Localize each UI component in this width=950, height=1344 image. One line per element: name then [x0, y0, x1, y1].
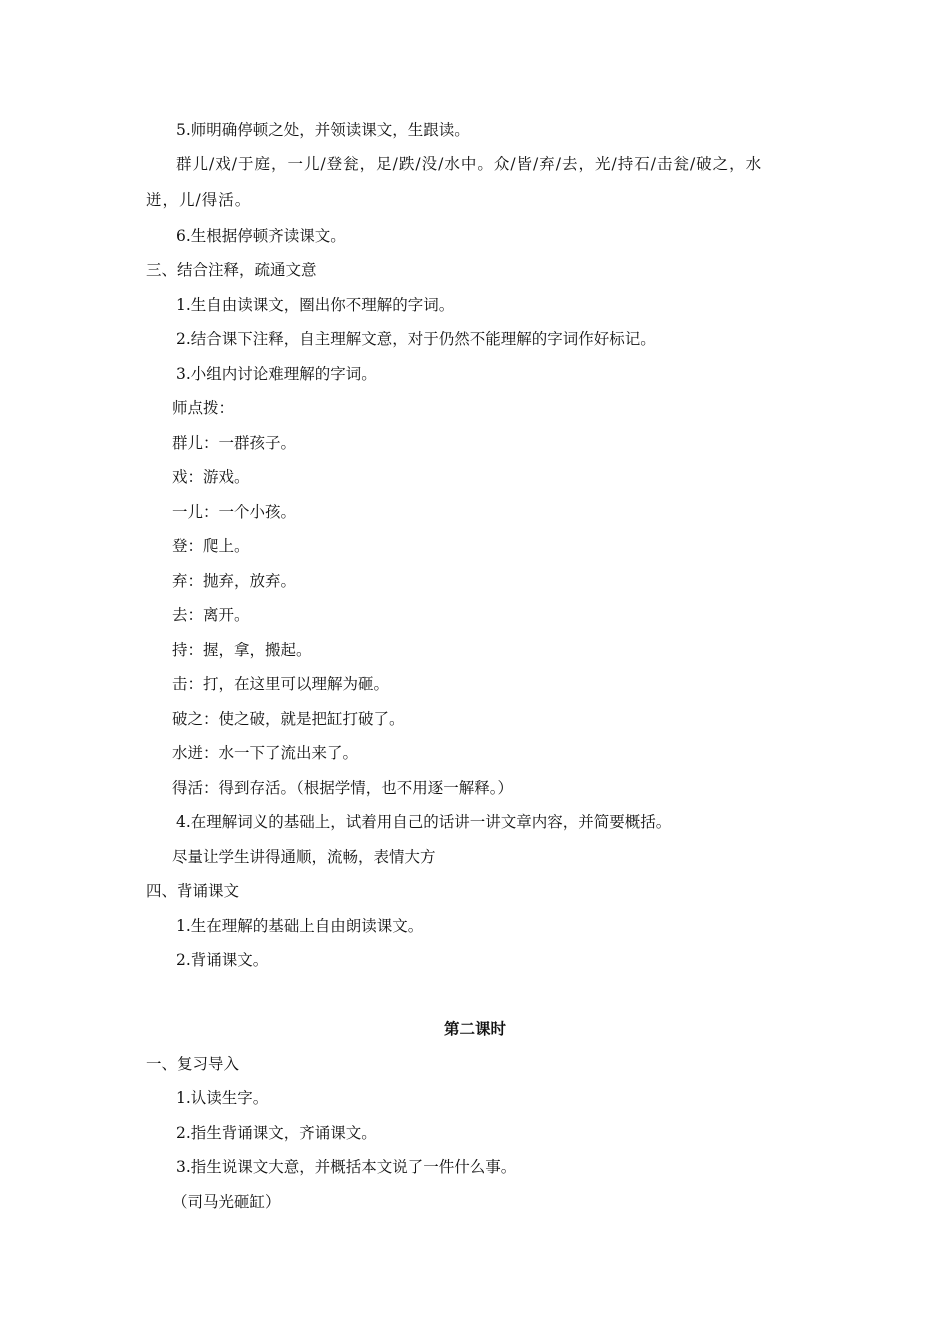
section-3-item-1: 1.生自由读课文，圈出你不理解的字词。	[176, 296, 455, 314]
lesson-2-answer: （司马光砸缸）	[172, 1193, 281, 1211]
section-4-item-1: 1.生在理解的基础上自由朗读课文。	[176, 917, 424, 935]
pause-text-line-2: 迸，儿/得活。	[146, 191, 252, 209]
section-3-item-2: 2.结合课下注释，自主理解文意，对于仍然不能理解的字词作好标记。	[176, 330, 656, 348]
lesson-2-item-2: 2.指生背诵课文，齐诵课文。	[176, 1124, 377, 1142]
section-4-heading: 四、背诵课文	[146, 882, 240, 900]
lesson-2-item-3: 3.指生说课文大意，并概括本文说了一件什么事。	[176, 1158, 517, 1176]
lesson-2-title: 第二课时	[443, 1019, 506, 1038]
gloss-item: 持：握，拿，搬起。	[172, 641, 312, 659]
gloss-item: 一儿：一个小孩。	[172, 503, 297, 521]
gloss-item: 得活：得到存活。（根据学情，也不用逐一解释。）	[172, 779, 514, 797]
section-3-item-3: 3.小组内讨论难理解的字词。	[176, 365, 377, 383]
teacher-note-label: 师点拨：	[172, 399, 235, 417]
gloss-item: 弃：抛弃，放弃。	[172, 572, 297, 590]
gloss-item: 水迸：水一下了流出来了。	[172, 744, 359, 762]
section-3-item-4: 4.在理解词义的基础上，试着用自己的话讲一讲文章内容，并简要概括。	[176, 813, 672, 831]
step-5: 5.师明确停顿之处，并领读课文，生跟读。	[176, 121, 470, 139]
lesson-2-item-1: 1.认读生字。	[176, 1089, 269, 1107]
gloss-item: 登：爬上。	[172, 537, 250, 555]
gloss-item: 戏：游戏。	[172, 468, 250, 486]
lesson-2-section-1-heading: 一、复习导入	[146, 1055, 240, 1073]
section-4-item-2: 2.背诵课文。	[176, 951, 269, 969]
section-3-item-4-note: 尽量让学生讲得通顺，流畅，表情大方	[172, 848, 436, 866]
gloss-item: 破之：使之破，就是把缸打破了。	[172, 710, 405, 728]
gloss-item: 去：离开。	[172, 606, 250, 624]
gloss-item: 群儿：一群孩子。	[172, 434, 297, 452]
section-3-heading: 三、结合注释，疏通文意	[146, 261, 317, 279]
pause-text-line-1: 群儿/戏/于庭，一儿/登瓮，足/跌/没/水中。众/皆/弃/去，光/持石/击瓮/破之，水	[176, 155, 763, 173]
step-6: 6.生根据停顿齐读课文。	[176, 227, 346, 245]
gloss-item: 击：打，在这里可以理解为砸。	[172, 675, 390, 693]
